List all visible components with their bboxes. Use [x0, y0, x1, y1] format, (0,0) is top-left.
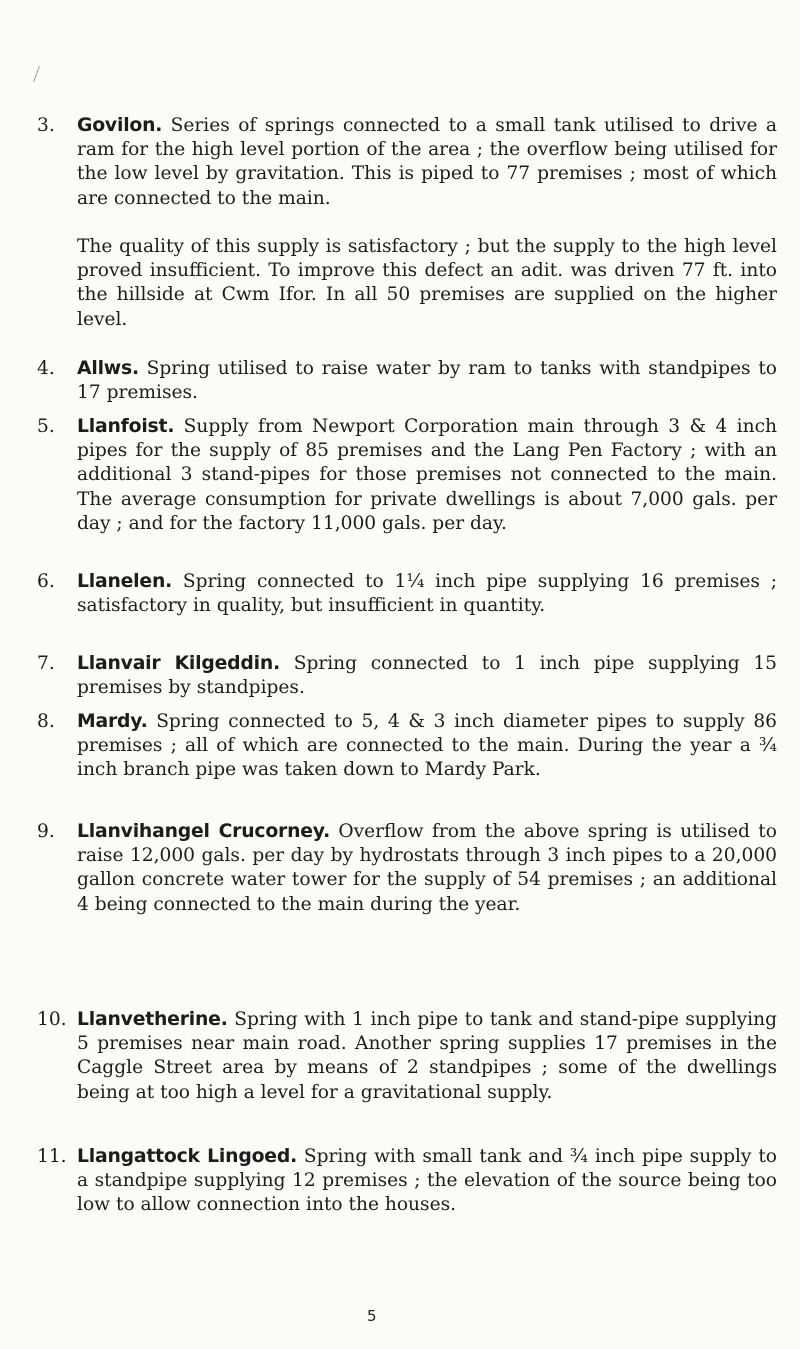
entry-govilon [37, 114, 787, 211]
entry-number: 8. [37, 711, 55, 732]
entry-llanelen [37, 570, 787, 618]
entry-text: Spring with small tank and ¾ inch pipe supply to a standpipe supplying 12 premises ; the elevation of the source being too low to allow connection into the houses. [77, 1146, 777, 1216]
entry-number: 3. [37, 115, 55, 136]
entry-llanvair-kilgeddin [37, 652, 787, 700]
entry-number: 6. [37, 571, 55, 592]
entry-place: Govilon. [77, 115, 163, 136]
entry-allws [37, 357, 787, 405]
entry-place: Llanfoist. [77, 416, 175, 437]
entry-place: Allws. [77, 358, 139, 379]
entry-place: Llanvetherine. [77, 1009, 228, 1030]
entry-place: Llanvihangel Crucorney. [77, 821, 331, 842]
entry-mardy [37, 710, 787, 783]
govilon-paragraph [77, 235, 777, 332]
entry-llanfoist [37, 415, 787, 536]
entry-number: 5. [37, 416, 55, 437]
entry-place: Llanelen. [77, 571, 173, 592]
entry-place: Llangattock Lingoed. [77, 1146, 298, 1167]
entry-number: 9. [37, 821, 55, 842]
entry-llanvetherine [37, 1008, 787, 1105]
entry-text: Spring connected to 1 inch pipe supplying 15 premises by standpipes. [77, 653, 777, 699]
margin-mark [33, 66, 46, 82]
page-number: 5 [367, 1307, 377, 1325]
paragraph-text: The quality of this supply is satisfactory ; but the supply to the high level proved insufficient. To improve this defect an adit. was driven 77 ft. into the hillside at Cwm Ifor. In all 50 premises are supplied on the higher level. [77, 236, 777, 330]
entry-place: Mardy. [77, 711, 148, 732]
entry-place: Llanvair Kilgeddin. [77, 653, 281, 674]
entry-number: 4. [37, 358, 55, 379]
entry-text: Spring connected to 5, 4 & 3 inch diameter pipes to supply 86 premises ; all of which are connected to the main. During the year a ¾ inch branch pipe was taken down to Mardy Park. [77, 711, 777, 781]
entry-text: Overflow from the above spring is utilised to raise 12,000 gals. per day by hydrostats through 3 inch pipes to a 20,000 gallon concrete water tower for the supply of 54 premises ; an additional 4 being connected to the main during the year. [77, 821, 777, 915]
entry-text: Supply from Newport Corporation main through 3 & 4 inch pipes for the supply of 85 premises and the Lang Pen Factory ; with an additional 3 stand-pipes for those premises not connected to the main. The average consumption for private dwellings is about 7,000 gals. per day ; and for the factory 11,000 gals. per day. [77, 416, 777, 534]
entry-number: 7. [37, 653, 55, 674]
entry-number: 11. [37, 1146, 67, 1167]
entry-llangattock-lingoed [37, 1145, 787, 1218]
entry-text: Spring connected to 1¼ inch pipe supplying 16 premises ; satisfactory in quality, but insufficient in quantity. [77, 571, 777, 617]
entry-text: Series of springs connected to a small tank utilised to drive a ram for the high level portion of the area ; the overflow being utilised for the low level by gravitation. This is piped to 77 premises ; most of which are connected to the main. [77, 115, 777, 209]
entry-text: Spring utilised to raise water by ram to tanks with standpipes to 17 premises. [77, 358, 777, 404]
entry-text: Spring with 1 inch pipe to tank and stand-pipe supplying 5 premises near main road. Another spring supplies 17 premises in the Caggle Street area by means of 2 standpipes ; some of the dwellings being at too high a level for a gravitational supply. [77, 1009, 777, 1103]
entry-llanvihangel-crucorney [37, 820, 787, 917]
entry-number: 10. [37, 1009, 67, 1030]
